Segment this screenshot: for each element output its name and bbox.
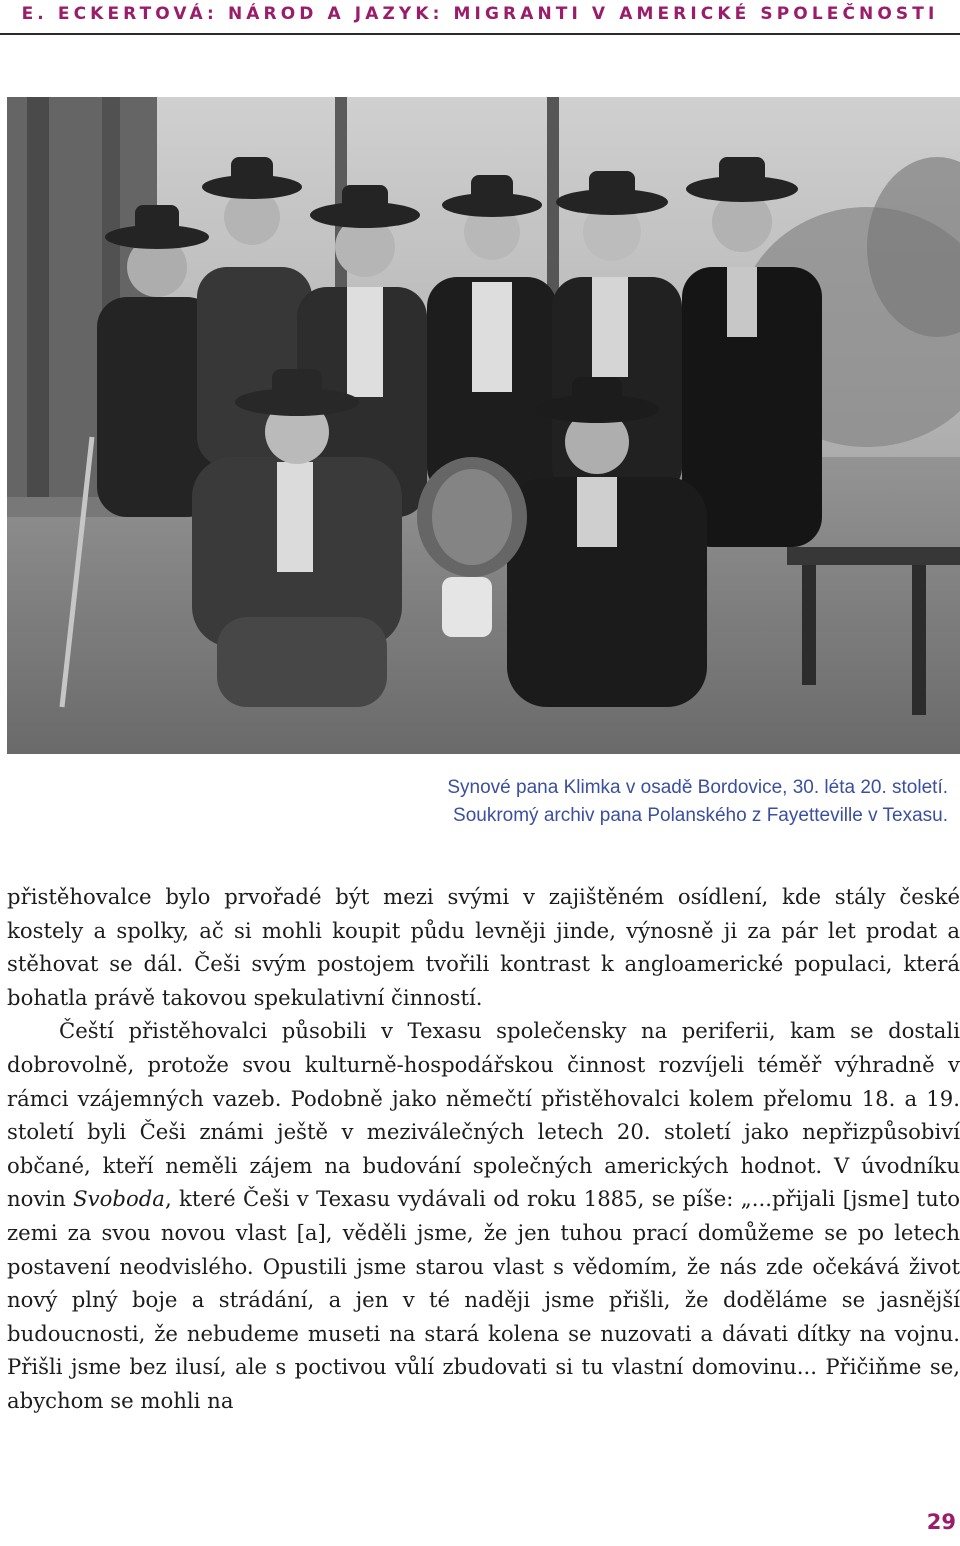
photo-illustration bbox=[7, 97, 960, 754]
running-head-title: E. ECKERTOVÁ: NÁROD A JAZYK: MIGRANTI V AMERICKÉ SPOLEČNOSTI bbox=[21, 4, 939, 24]
paragraph-2 bbox=[7, 1014, 960, 1417]
paragraph-1: přistěhovalce bylo prvořadé být mezi svými v zajištěném osídlení, kde stály české kostely a spolky, ač si mohli koupit půdu levněji jinde, výnosně ji za pár let prodat a stěhovat se dál. Češi svým postojem tvořili kontrast k angloamerické populaci, která bohatla právě takovou spekulativní činností. bbox=[7, 884, 960, 1010]
paragraph-2-text-a: Čeští přistěhovalci působili v Texasu společensky na periferii, kam se dostali dobrovolně, protože svou kulturně-hospodářskou činnost rozvíjeli téměř výhradně v rámci vzájemných vazeb. Podobně jako němečtí přistěhovalci kolem přelomu 18. a 19. století byli Češi známi ještě v meziválečných letech 20. století jako nepřizpůsobiví občané, kteří neměli zájem na budování společných amerických hodnot. V úvodníku novin bbox=[7, 1018, 960, 1212]
header-rule bbox=[0, 33, 960, 35]
historical-photograph bbox=[7, 97, 960, 754]
paragraph-2-text-b: , které Češi v Texasu vydávali od roku 1885, se píše: „...přijali [jsme] tuto zemi za svou novou vlast [a], věděli jsme, že jen tuhou prací domůžeme se po letech postavení neodvislého. Opustili jsme starou vlast s vědomím, že nás zde očekává život nový plný boje a strádání, a jen v té naději jsme přišli, že doděláme se jasnější budoucnosti, že nebudeme museti na stará kolena se nuzovati a dávati dítky na vojnu. Přišli jsme bez ilusí, ale s poctivou vůlí zbudovati si tu vlastní domovinu... Přičiňme se, abychom se mohli na bbox=[7, 1186, 960, 1413]
running-head bbox=[0, 0, 960, 34]
caption-line-1: Synové pana Klimka v osadě Bordovice, 30. léta 20. století. bbox=[447, 777, 948, 798]
body-text bbox=[7, 880, 960, 1418]
page-number: 29 bbox=[926, 1510, 956, 1534]
caption-line-2: Soukromý archiv pana Polanského z Fayetteville v Texasu. bbox=[453, 805, 948, 826]
photo-caption bbox=[447, 774, 948, 830]
newspaper-title: Svoboda bbox=[73, 1186, 165, 1212]
